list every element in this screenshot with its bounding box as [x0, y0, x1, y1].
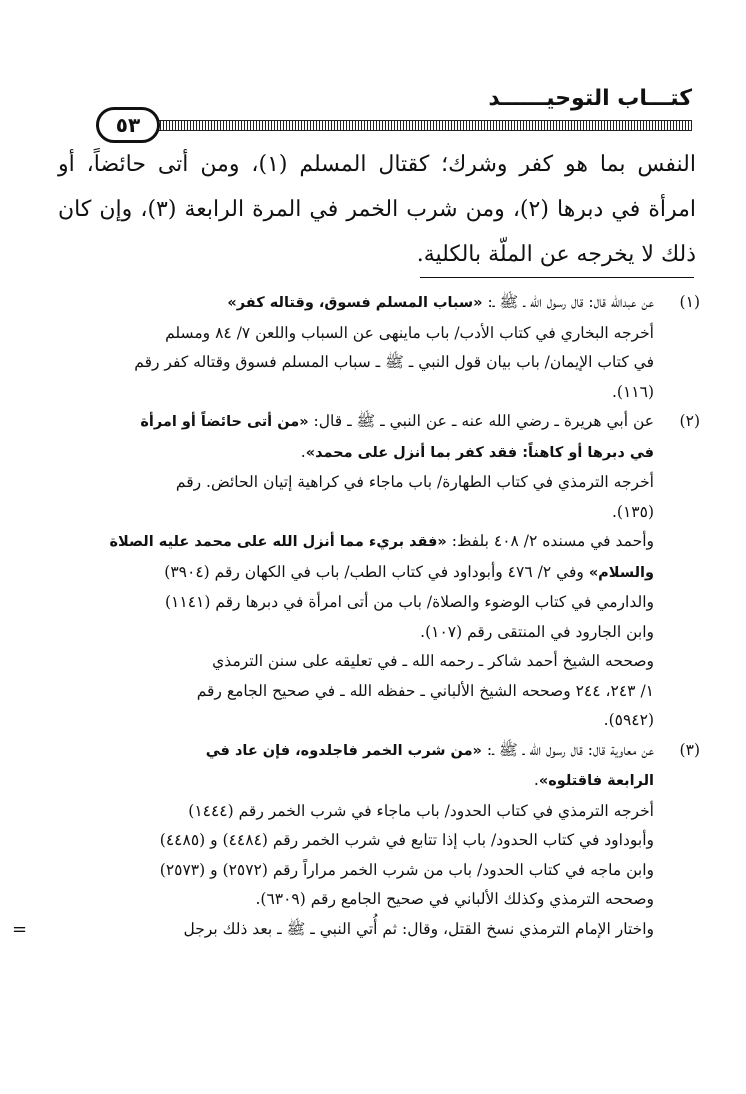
footnote-line — [40, 647, 654, 677]
footnote-number: (٣) — [679, 740, 700, 759]
footnote-line — [40, 797, 654, 827]
footnote-2 — [40, 407, 700, 736]
footnote-text: (٥٩٤٢). — [603, 711, 654, 729]
continuation-mark: = — [12, 918, 28, 940]
footnote-line — [40, 588, 654, 618]
page-header — [70, 80, 692, 140]
main-paragraph: النفس بما هو كفر وشرك؛ كقتال المسلم (١)، ومن أتى حائضاً، أو امرأة في دبرها (٢)، ومن شرب الخمر في المرة الرابعة (٣)، وإن كان ذلك لا يخرجه عن الملّة بالكلية. — [58, 152, 696, 267]
footnotes — [12, 288, 700, 944]
footnote-line — [40, 677, 654, 707]
footnote-number: (١) — [679, 293, 700, 311]
hadith-quote: الرابعة فاقتلوه» — [538, 773, 654, 789]
hadith-quote: «من شرب الخمر فاجلدوه، فإن عاد في — [205, 742, 482, 759]
footnote-text: ١/ ٢٤٣، ٢٤٤ وصححه الشيخ الألباني ـ حفظه الله ـ في صحيح الجامع رقم — [196, 681, 654, 700]
footnote-text: أخرجه الترمذي في كتاب الطهارة/ باب ماجاء في كراهية إتيان الحائض. رقم — [175, 473, 654, 491]
footnote-text: (١٣٥). — [611, 502, 654, 521]
footnote-line — [40, 527, 654, 558]
hadith-quote: «من أتى حائضاً أو امرأة — [140, 414, 309, 430]
footnote-text: . — [300, 442, 306, 461]
header-ornament-rule — [130, 120, 692, 131]
hadith-quote: في دبرها أو كاهناً: فقد كفر بما أنزل على محمد» — [305, 444, 654, 461]
footnote-line — [40, 319, 654, 349]
footnote-text: والدارمي في كتاب الوضوء والصلاة/ باب من أتى امرأة في دبرها رقم (١١٤١) — [164, 593, 654, 611]
footnote-line — [40, 766, 654, 797]
footnote-line — [40, 885, 654, 915]
footnote-line — [40, 826, 654, 856]
footnote-text: وابن ماجه في كتاب الحدود/ باب من شرب الخمر مراراً رقم (٢٥٧٢) و (٢٥٧٣) — [159, 860, 654, 879]
footnote-line — [12, 915, 654, 945]
footnote-text: وأبوداود في كتاب الحدود/ باب إذا تتابع في شرب الخمر رقم (٤٤٨٤) و (٤٤٨٥) — [159, 831, 654, 849]
footnote-text: وفي ٢/ ٤٧٦ وأبوداود في كتاب الطب/ باب في الكهان رقم (٣٩٠٤) — [164, 562, 589, 581]
footnote-text: عن معاوية قال: قال رسول الله ـ ﷺ ـ: — [481, 740, 654, 759]
footnote-text: وصححه الترمذي وكذلك الألباني في صحيح الجامع رقم (٦٣٠٩). — [255, 890, 654, 908]
page-number: ٥٣ — [115, 113, 141, 137]
page-number-badge — [96, 107, 160, 143]
footnote-line — [40, 438, 654, 469]
footnote-number: (٢) — [679, 412, 700, 430]
footnote-text: أخرجه البخاري في كتاب الأدب/ باب ماينهى عن السباب واللعن ٧/ ٨٤ ومسلم — [165, 323, 654, 342]
footnote-1 — [40, 288, 700, 407]
footnote-text: وأحمد في مسنده ٢/ ٤٠٨ بلفظ: — [446, 532, 654, 550]
book-title: كتـــاب التوحيــــــد — [488, 86, 692, 111]
hadith-quote: «سباب المسلم فسوق، وقتاله كفر» — [227, 295, 483, 311]
hadith-quote: «فقد بريء مما أنزل الله على محمد عليه الصلاة — [109, 534, 447, 550]
footnote-text: وصححه الشيخ أحمد شاكر ـ رحمه الله ـ في تعليقه على سنن الترمذي — [212, 652, 654, 670]
footnote-3 — [12, 736, 700, 945]
footnote-line — [40, 468, 654, 498]
footnote-text: . — [533, 771, 539, 789]
footnote-line — [40, 736, 654, 767]
footnote-line — [40, 558, 654, 589]
footnote-line — [40, 378, 654, 408]
footnote-text: (١١٦). — [611, 382, 654, 401]
footnote-text: عن عبدالله قال: قال رسول الله ـ ﷺ ـ: — [482, 293, 654, 311]
footnote-text: أخرجه الترمذي في كتاب الحدود/ باب ماجاء في شرب الخمر رقم (١٤٤٤) — [188, 801, 654, 820]
footnote-text: في كتاب الإيمان/ باب بيان قول النبي ـ ﷺ ـ سباب المسلم فسوق وقتاله كفر رقم — [134, 353, 654, 371]
footnote-text: واختار الإمام الترمذي نسخ القتل، وقال: ثم أُتي النبي ـ ﷺ ـ بعد ذلك برجل — [183, 919, 654, 938]
footnote-line — [40, 348, 654, 378]
hadith-quote: والسلام» — [588, 564, 654, 581]
footnote-line — [40, 618, 654, 648]
footnote-line — [40, 706, 654, 736]
footnote-line — [40, 407, 654, 438]
footnote-text: عن أبي هريرة ـ رضي الله عنه ـ عن النبي ـ ﷺ ـ قال: — [308, 412, 654, 430]
footnote-line — [40, 288, 654, 319]
footnote-line — [40, 856, 654, 886]
footnote-line — [40, 498, 654, 528]
main-paragraph-block — [58, 142, 696, 277]
footnote-separator — [420, 277, 694, 278]
footnote-text: وابن الجارود في المنتقى رقم (١٠٧). — [420, 622, 654, 641]
